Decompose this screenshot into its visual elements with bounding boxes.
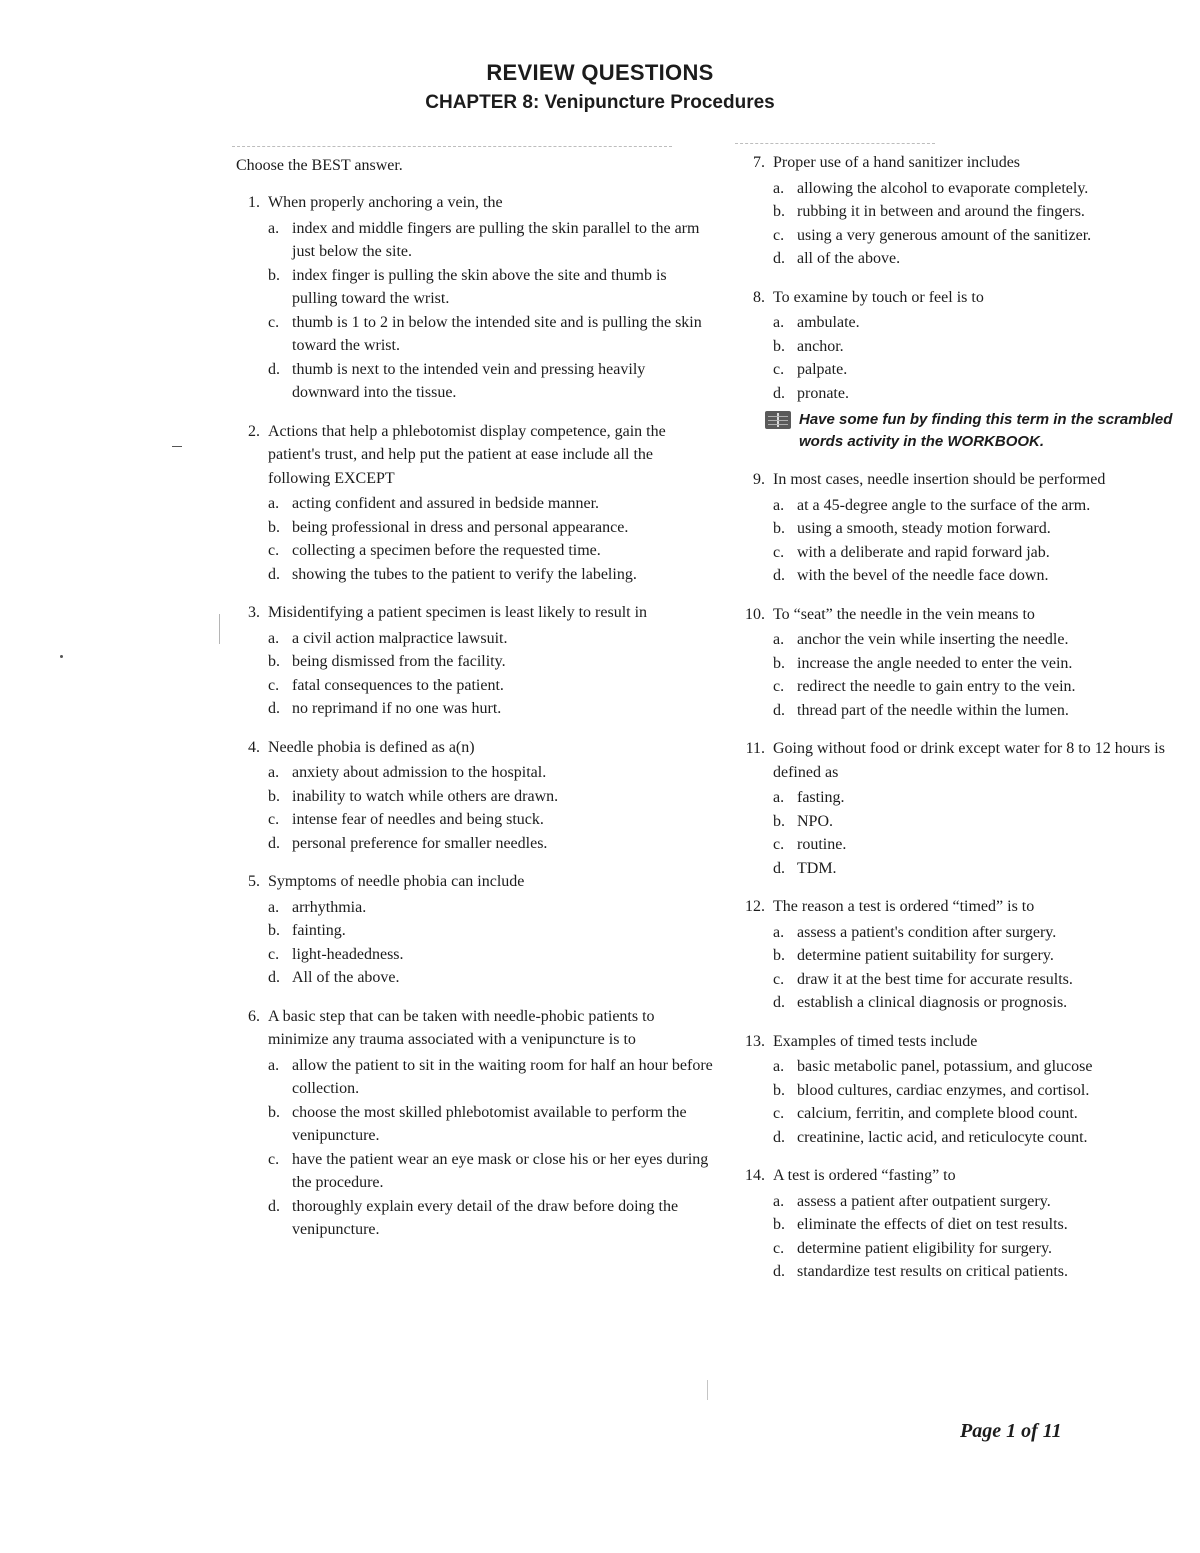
question-item bbox=[739, 737, 1184, 880]
option-text: eliminate the effects of diet on test results. bbox=[797, 1216, 1068, 1233]
option-letter: b. bbox=[268, 266, 280, 284]
answer-option bbox=[268, 217, 714, 264]
option-letter: c. bbox=[268, 945, 280, 963]
answer-options bbox=[773, 921, 1184, 1015]
question-text: A basic step that can be taken with needle-phobic patients to minimize any trauma associated with a venipuncture is to bbox=[268, 1007, 655, 1048]
question-number: 14. bbox=[745, 1167, 765, 1184]
option-text: standardize test results on critical patients. bbox=[797, 1263, 1069, 1280]
answer-option bbox=[773, 358, 1184, 382]
option-text: using a smooth, steady motion forward. bbox=[797, 520, 1051, 537]
option-letter: b. bbox=[268, 922, 280, 939]
answer-option bbox=[268, 896, 714, 920]
question-text: Examples of timed tests include bbox=[773, 1032, 978, 1050]
question-number: 9. bbox=[753, 471, 765, 488]
answer-options bbox=[773, 311, 1184, 405]
answer-options bbox=[268, 896, 714, 990]
answer-option bbox=[773, 810, 1184, 834]
question-number: 11. bbox=[745, 740, 765, 757]
option-letter: c. bbox=[268, 542, 280, 559]
divider-left bbox=[232, 146, 672, 147]
option-letter: c. bbox=[773, 361, 785, 378]
option-letter: a. bbox=[773, 496, 785, 514]
option-text: fainting. bbox=[292, 922, 346, 939]
option-letter: c. bbox=[773, 226, 785, 244]
option-letter: d. bbox=[773, 1128, 785, 1146]
answer-option bbox=[773, 177, 1184, 201]
answer-option bbox=[268, 650, 714, 674]
scan-mark bbox=[172, 446, 182, 447]
question-number: 2. bbox=[248, 422, 260, 440]
option-text: determine patient suitability for surgery. bbox=[797, 947, 1054, 964]
option-text: thoroughly explain every detail of the draw before doing the venipuncture. bbox=[292, 1197, 679, 1238]
answer-option bbox=[268, 516, 714, 540]
option-letter: b. bbox=[773, 947, 785, 964]
question-text: Misidentifying a patient specimen is least likely to result in bbox=[268, 604, 648, 621]
question-item bbox=[234, 870, 714, 990]
option-text: draw it at the best time for accurate results. bbox=[797, 970, 1073, 988]
answer-option bbox=[773, 311, 1184, 335]
option-text: palpate. bbox=[797, 361, 848, 378]
option-letter: d. bbox=[268, 834, 280, 852]
question-item bbox=[234, 601, 714, 721]
option-letter: c. bbox=[268, 313, 280, 331]
option-letter: c. bbox=[268, 676, 280, 694]
question-number: 10. bbox=[745, 605, 765, 623]
instructions: Choose the BEST answer. bbox=[236, 157, 403, 174]
question-item bbox=[234, 191, 714, 405]
question-item bbox=[234, 420, 714, 587]
answer-option bbox=[268, 808, 714, 832]
option-letter: c. bbox=[773, 1239, 785, 1257]
question-item bbox=[739, 468, 1184, 588]
option-letter: d. bbox=[773, 567, 785, 584]
answer-option bbox=[773, 517, 1184, 541]
option-letter: a. bbox=[268, 764, 280, 781]
option-text: allowing the alcohol to evaporate completely. bbox=[797, 179, 1089, 197]
answer-option bbox=[773, 494, 1184, 518]
answer-option bbox=[773, 541, 1184, 565]
option-text: thread part of the needle within the lumen. bbox=[797, 701, 1069, 719]
chapter-subtitle: CHAPTER 8: Venipuncture Procedures bbox=[425, 92, 775, 113]
question-text: Needle phobia is defined as a(n) bbox=[268, 738, 475, 756]
answer-option bbox=[773, 786, 1184, 810]
option-text: NPO. bbox=[797, 812, 834, 830]
answer-option bbox=[773, 200, 1184, 224]
option-text: redirect the needle to gain entry to the vein. bbox=[797, 678, 1076, 695]
scan-mark bbox=[219, 614, 220, 644]
left-column bbox=[234, 157, 714, 1257]
question-item bbox=[739, 603, 1184, 723]
option-letter: d. bbox=[773, 1263, 785, 1280]
answer-option bbox=[268, 674, 714, 698]
question-stem bbox=[739, 286, 1184, 310]
option-text: blood cultures, cardiac enzymes, and cortisol. bbox=[797, 1081, 1090, 1099]
option-text: anchor. bbox=[797, 337, 844, 355]
option-letter: d. bbox=[268, 969, 280, 986]
answer-option bbox=[268, 539, 714, 563]
question-text: Symptoms of needle phobia can include bbox=[268, 873, 525, 890]
question-stem bbox=[234, 736, 714, 760]
scan-mark bbox=[60, 655, 63, 658]
question-stem bbox=[739, 737, 1184, 784]
question-item bbox=[234, 1005, 714, 1242]
answer-option bbox=[773, 699, 1184, 723]
question-number: 12. bbox=[745, 898, 765, 915]
option-text: personal preference for smaller needles. bbox=[292, 834, 548, 852]
question-stem bbox=[234, 420, 714, 491]
option-text: TDM. bbox=[797, 859, 837, 877]
question-stem bbox=[234, 1005, 714, 1052]
question-number: 4. bbox=[248, 738, 260, 756]
option-letter: d. bbox=[773, 859, 785, 877]
option-text: allow the patient to sit in the waiting room for half an hour before collection. bbox=[292, 1056, 713, 1097]
answer-option bbox=[268, 311, 714, 358]
option-text: no reprimand if no one was hurt. bbox=[292, 700, 502, 717]
answer-option bbox=[268, 627, 714, 651]
question-stem bbox=[739, 468, 1184, 492]
option-text: thumb is 1 to 2 in below the intended site and is pulling the skin toward the wrist. bbox=[292, 313, 702, 354]
option-letter: c. bbox=[773, 1105, 785, 1122]
question-stem bbox=[739, 895, 1184, 919]
answer-options bbox=[773, 786, 1184, 880]
answer-option bbox=[773, 833, 1184, 857]
question-number: 8. bbox=[753, 288, 765, 306]
option-letter: c. bbox=[773, 678, 785, 695]
option-text: arrhythmia. bbox=[292, 898, 367, 916]
question-text: To “seat” the needle in the vein means to bbox=[773, 605, 1035, 623]
option-letter: b. bbox=[773, 812, 785, 830]
question-text: A test is ordered “fasting” to bbox=[773, 1167, 956, 1184]
answer-option bbox=[268, 761, 714, 785]
option-text: light-headedness. bbox=[292, 945, 404, 963]
option-text: routine. bbox=[797, 836, 847, 853]
option-letter: d. bbox=[773, 384, 785, 402]
option-text: at a 45-degree angle to the surface of the arm. bbox=[797, 496, 1091, 514]
answer-option bbox=[773, 944, 1184, 968]
option-letter: b. bbox=[268, 787, 280, 805]
answer-option bbox=[268, 919, 714, 943]
option-text: showing the tubes to the patient to verify the labeling. bbox=[292, 565, 637, 583]
option-letter: b. bbox=[268, 653, 280, 670]
question-stem bbox=[234, 191, 714, 215]
option-text: have the patient wear an eye mask or close his or her eyes during the procedure. bbox=[292, 1150, 709, 1191]
option-text: index and middle fingers are pulling the skin parallel to the arm just below the site. bbox=[292, 219, 700, 260]
answer-options bbox=[268, 1054, 714, 1242]
option-text: increase the angle needed to enter the vein. bbox=[797, 654, 1073, 672]
option-text: choose the most skilled phlebotomist available to perform the venipuncture. bbox=[292, 1103, 687, 1144]
question-number: 5. bbox=[248, 873, 260, 890]
answer-option bbox=[773, 652, 1184, 676]
answer-option bbox=[773, 1237, 1184, 1261]
answer-option bbox=[773, 968, 1184, 992]
question-stem bbox=[739, 151, 1184, 175]
option-letter: a. bbox=[773, 923, 785, 941]
workbook-note-text: Have some fun by finding this term in the scrambled words activity in the WORKBOOK. bbox=[799, 411, 1173, 450]
answer-option bbox=[268, 1101, 714, 1148]
option-text: fatal consequences to the patient. bbox=[292, 676, 504, 694]
option-text: inability to watch while others are drawn. bbox=[292, 787, 559, 805]
question-number: 1. bbox=[248, 194, 260, 211]
option-letter: a. bbox=[268, 495, 280, 512]
right-question-list bbox=[739, 151, 1184, 1284]
question-number: 3. bbox=[248, 604, 260, 621]
question-number: 7. bbox=[753, 154, 765, 171]
option-letter: a. bbox=[773, 789, 785, 806]
answer-option bbox=[268, 785, 714, 809]
option-letter: c. bbox=[773, 543, 785, 561]
question-number: 13. bbox=[745, 1032, 765, 1050]
page-title: REVIEW QUESTIONS bbox=[486, 60, 714, 85]
option-letter: b. bbox=[773, 1216, 785, 1233]
option-text: fasting. bbox=[797, 789, 845, 806]
answer-option bbox=[773, 1126, 1184, 1150]
answer-option bbox=[268, 1148, 714, 1195]
option-letter: d. bbox=[268, 360, 280, 378]
left-question-list bbox=[234, 191, 714, 1242]
option-text: using a very generous amount of the sanitizer. bbox=[797, 226, 1092, 244]
option-letter: d. bbox=[773, 994, 785, 1011]
option-text: being professional in dress and personal appearance. bbox=[292, 518, 629, 536]
option-letter: d. bbox=[268, 700, 280, 717]
page-number: Page 1 of 11 bbox=[960, 1420, 1062, 1442]
option-letter: a. bbox=[773, 1058, 785, 1075]
option-letter: b. bbox=[773, 520, 785, 537]
divider-right bbox=[735, 143, 935, 144]
option-text: determine patient eligibility for surgery. bbox=[797, 1239, 1053, 1257]
answer-option bbox=[773, 1260, 1184, 1284]
option-letter: b. bbox=[773, 1081, 785, 1099]
question-stem bbox=[234, 870, 714, 894]
option-text: assess a patient after outpatient surgery. bbox=[797, 1192, 1051, 1210]
option-letter: a. bbox=[773, 1192, 785, 1210]
question-item bbox=[739, 895, 1184, 1015]
answer-options bbox=[773, 177, 1184, 271]
answer-option bbox=[268, 943, 714, 967]
answer-option bbox=[268, 1054, 714, 1101]
answer-option bbox=[773, 991, 1184, 1015]
question-item bbox=[234, 736, 714, 856]
option-text: pronate. bbox=[797, 384, 849, 402]
answer-options bbox=[268, 761, 714, 855]
option-letter: d. bbox=[268, 1197, 280, 1215]
question-text: Going without food or drink except water for 8 to 12 hours is defined as bbox=[773, 740, 1165, 781]
answer-option bbox=[773, 1102, 1184, 1126]
answer-option bbox=[773, 1213, 1184, 1237]
answer-options bbox=[268, 217, 714, 405]
answer-option bbox=[773, 247, 1184, 271]
question-text: When properly anchoring a vein, the bbox=[268, 194, 503, 211]
question-text: The reason a test is ordered “timed” is to bbox=[773, 898, 1035, 915]
option-letter: a. bbox=[268, 898, 280, 916]
option-text: All of the above. bbox=[292, 969, 400, 986]
answer-option bbox=[268, 358, 714, 405]
option-text: establish a clinical diagnosis or prognosis. bbox=[797, 994, 1068, 1011]
answer-option bbox=[773, 628, 1184, 652]
option-text: being dismissed from the facility. bbox=[292, 653, 506, 670]
answer-options bbox=[773, 1190, 1184, 1284]
answer-option bbox=[268, 832, 714, 856]
answer-options bbox=[268, 627, 714, 721]
answer-option bbox=[268, 264, 714, 311]
option-letter: b. bbox=[773, 654, 785, 672]
question-stem bbox=[739, 1164, 1184, 1188]
option-letter: c. bbox=[268, 1150, 280, 1168]
option-text: with the bevel of the needle face down. bbox=[797, 567, 1049, 584]
answer-option bbox=[773, 1079, 1184, 1103]
answer-options bbox=[773, 628, 1184, 722]
option-text: calcium, ferritin, and complete blood count. bbox=[797, 1105, 1078, 1122]
option-letter: a. bbox=[773, 314, 785, 331]
answer-option bbox=[773, 675, 1184, 699]
answer-option bbox=[268, 563, 714, 587]
option-text: ambulate. bbox=[797, 314, 860, 331]
option-text: thumb is next to the intended vein and pressing heavily downward into the tissue. bbox=[292, 360, 646, 401]
answer-option bbox=[773, 921, 1184, 945]
question-text: Proper use of a hand sanitizer includes bbox=[773, 154, 1021, 171]
option-text: all of the above. bbox=[797, 250, 901, 267]
option-text: index finger is pulling the skin above the site and thumb is pulling toward the wrist. bbox=[292, 266, 667, 307]
right-column bbox=[739, 151, 1184, 1299]
answer-option bbox=[773, 224, 1184, 248]
answer-option bbox=[773, 1190, 1184, 1214]
question-item bbox=[739, 151, 1184, 271]
option-letter: d. bbox=[773, 250, 785, 267]
answer-option bbox=[773, 857, 1184, 881]
option-letter: d. bbox=[773, 701, 785, 719]
option-text: acting confident and assured in bedside manner. bbox=[292, 495, 600, 512]
answer-option bbox=[773, 335, 1184, 359]
option-letter: b. bbox=[268, 1103, 280, 1121]
question-text: In most cases, needle insertion should be performed bbox=[773, 471, 1106, 488]
option-letter: a. bbox=[268, 219, 280, 237]
answer-options bbox=[268, 492, 714, 586]
question-item bbox=[739, 286, 1184, 454]
question-number: 6. bbox=[248, 1007, 260, 1025]
answer-options bbox=[773, 1055, 1184, 1149]
option-text: with a deliberate and rapid forward jab. bbox=[797, 543, 1050, 561]
option-text: anxiety about admission to the hospital. bbox=[292, 764, 547, 781]
option-letter: b. bbox=[268, 518, 280, 536]
answer-options bbox=[773, 494, 1184, 588]
question-stem bbox=[234, 601, 714, 625]
option-text: a civil action malpractice lawsuit. bbox=[292, 629, 508, 647]
option-letter: d. bbox=[268, 565, 280, 583]
option-text: anchor the vein while inserting the needle. bbox=[797, 631, 1069, 648]
answer-option bbox=[773, 382, 1184, 406]
answer-option bbox=[268, 1195, 714, 1242]
question-item bbox=[739, 1164, 1184, 1284]
answer-option bbox=[773, 1055, 1184, 1079]
answer-option bbox=[268, 492, 714, 516]
option-letter: a. bbox=[773, 631, 785, 648]
option-text: creatinine, lactic acid, and reticulocyte count. bbox=[797, 1128, 1088, 1146]
option-text: intense fear of needles and being stuck. bbox=[292, 811, 544, 828]
option-letter: c. bbox=[773, 836, 785, 853]
question-item bbox=[739, 1030, 1184, 1150]
question-stem bbox=[739, 1030, 1184, 1054]
option-letter: c. bbox=[268, 811, 280, 828]
option-letter: a. bbox=[268, 629, 280, 647]
option-letter: b. bbox=[773, 203, 785, 220]
option-letter: a. bbox=[268, 1056, 280, 1074]
scan-mark bbox=[707, 1380, 708, 1400]
book-icon bbox=[765, 411, 791, 429]
workbook-note bbox=[765, 409, 1184, 453]
answer-option bbox=[268, 697, 714, 721]
option-letter: b. bbox=[773, 337, 785, 355]
question-text: Actions that help a phlebotomist display competence, gain the patient's trust, and help put the patient at ease include all the following EXCEPT bbox=[268, 422, 666, 487]
option-text: rubbing it in between and around the fingers. bbox=[797, 203, 1085, 220]
option-text: assess a patient's condition after surgery. bbox=[797, 923, 1057, 941]
option-text: basic metabolic panel, potassium, and glucose bbox=[797, 1058, 1093, 1075]
option-letter: c. bbox=[773, 970, 785, 988]
question-stem bbox=[739, 603, 1184, 627]
question-text: To examine by touch or feel is to bbox=[773, 288, 984, 306]
answer-option bbox=[268, 966, 714, 990]
answer-option bbox=[773, 564, 1184, 588]
option-text: collecting a specimen before the requested time. bbox=[292, 542, 601, 559]
option-letter: a. bbox=[773, 179, 785, 197]
